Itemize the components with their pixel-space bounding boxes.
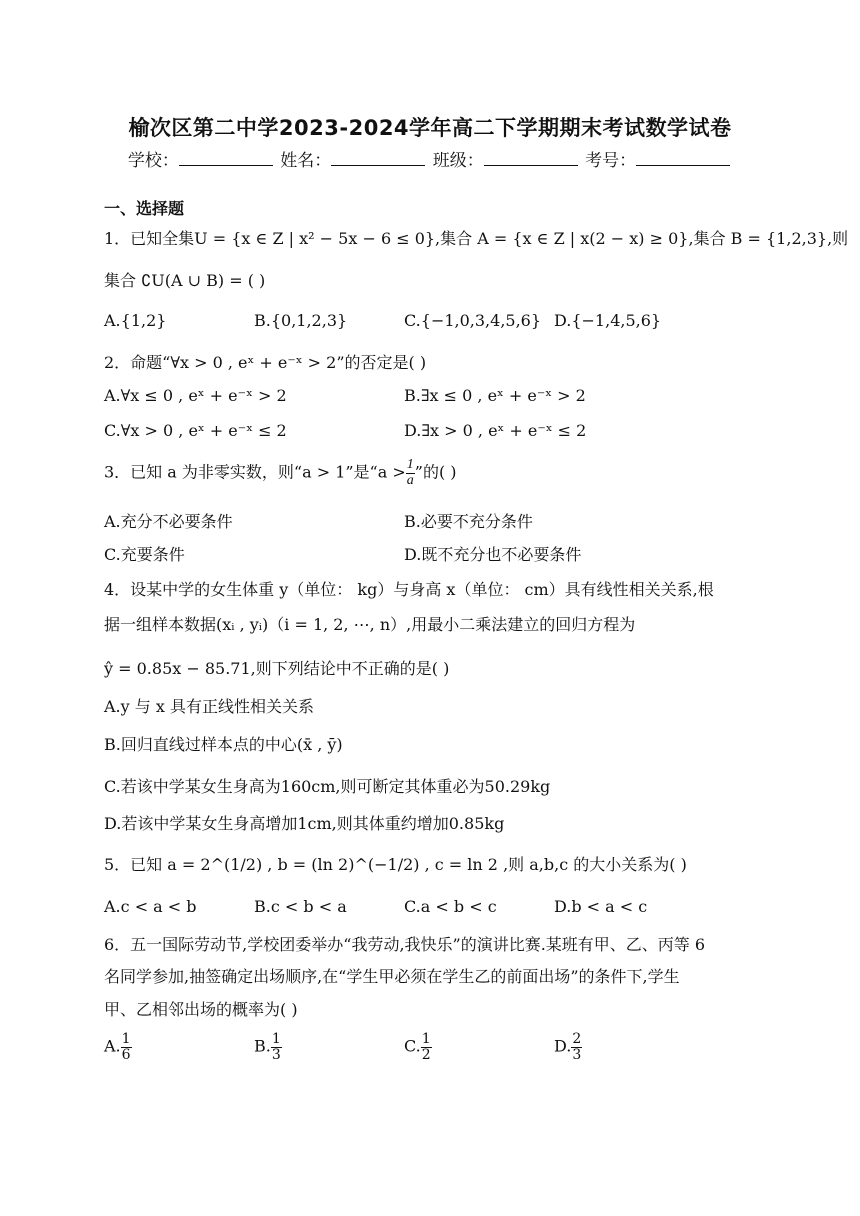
question-3-option-c: C.充要条件 [104, 545, 185, 564]
question-3-stem [104, 458, 457, 488]
student-info-row [0, 146, 860, 171]
question-6-option-a [104, 1032, 132, 1062]
question-1-stem-line-1: 1．已知全集U = {x ∈ Z | x² − 5x − 6 ≤ 0},集合 A = {x ∈ Z | x(2 − x) ≥ 0},集合 B = {1,2,3},则 [104, 229, 849, 248]
question-1-option-c: C.{−1,0,3,4,5,6} [404, 311, 542, 330]
fraction-denominator: a [406, 472, 414, 488]
question-4-stem-line-1: 4．设某中学的女生体重 y（单位： kg）与身高 x（单位： cm）具有线性相关关系,根 [104, 580, 714, 599]
question-6-option-b [254, 1032, 282, 1062]
name-blank [331, 151, 425, 166]
exam-number-blank [636, 151, 730, 166]
option-letter: D. [554, 1036, 572, 1056]
fraction-denominator: 2 [421, 1046, 431, 1063]
fraction-numerator: 1 [271, 1031, 281, 1047]
question-1-option-a: A.{1,2} [104, 311, 167, 330]
question-6-stem-line-2: 名同学参加,抽签确定出场顺序,在“学生甲必须在学生乙的前面出场”的条件下,学生 [104, 967, 680, 986]
option-fraction [571, 1032, 582, 1062]
question-4-option-d: D.若该中学某女生身高增加1cm,则其体重约增加0.85kg [104, 814, 505, 833]
question-4-stem-line-2: 据一组样本数据(xᵢ , yᵢ)（i = 1, 2, ⋯, n）,用最小二乘法建立的回归方程为 [104, 615, 636, 634]
fraction-denominator: 3 [572, 1046, 582, 1063]
question-3-option-d: D.既不充分也不必要条件 [404, 545, 582, 564]
question-4-stem-line-3: ŷ = 0.85x − 85.71,则下列结论中不正确的是( ) [104, 659, 450, 678]
question-5-option-a: A.c < a < b [104, 897, 197, 916]
fraction-numerator: 1 [406, 457, 414, 472]
question-5-option-d: D.b < a < c [554, 897, 648, 916]
option-fraction [271, 1032, 282, 1062]
question-6-stem-line-3: 甲、乙相邻出场的概率为( ) [104, 1000, 298, 1019]
question-1-stem-line-2: 集合 ∁U(A ∪ B) = ( ) [104, 271, 266, 290]
question-3-stem-start: 3．已知 a 为非零实数，则“a > 1”是“a > [104, 462, 406, 482]
fraction-numerator: 1 [121, 1031, 131, 1047]
question-1-option-d: D.{−1,4,5,6} [554, 311, 662, 330]
option-letter: C. [404, 1036, 421, 1056]
name-label: 姓名： [280, 151, 332, 171]
exam-number-label: 考号： [585, 151, 637, 171]
question-6-stem-line-1: 6．五一国际劳动节,学校团委举办“我劳动,我快乐”的演讲比赛.某班有甲、乙、丙等 6 [104, 935, 706, 954]
question-4-option-a: A.y 与 x 具有正线性相关关系 [104, 697, 314, 716]
question-4-option-b: B.回归直线过样本点的中心(x̄ , ȳ) [104, 735, 343, 754]
section-heading: 一、选择题 [104, 199, 185, 218]
question-4-option-c: C.若该中学某女生身高为160cm,则可断定其体重必为50.29kg [104, 777, 551, 796]
fraction-numerator: 1 [421, 1031, 431, 1047]
question-5-option-b: B.c < b < a [254, 897, 347, 916]
class-blank [484, 151, 578, 166]
question-3-fraction [406, 458, 415, 488]
question-2-stem: 2．命题“∀x > 0 , eˣ + e⁻ˣ > 2”的否定是( ) [104, 353, 427, 372]
question-3-option-a: A.充分不必要条件 [104, 512, 233, 531]
question-5-stem: 5．已知 a = 2^(1/2) , b = (ln 2)^(−1/2) , c = ln 2 ,则 a,b,c 的大小关系为( ) [104, 855, 687, 874]
option-fraction [121, 1032, 132, 1062]
school-label: 学校： [127, 151, 179, 171]
option-letter: A. [104, 1036, 121, 1056]
class-label: 班级： [432, 151, 484, 171]
fraction-denominator: 6 [121, 1046, 131, 1063]
question-6-option-c [404, 1032, 432, 1062]
question-6-option-d [554, 1032, 582, 1062]
fraction-numerator: 2 [572, 1031, 582, 1047]
question-5-option-c: C.a < b < c [404, 897, 497, 916]
question-3-stem-end: ”的( ) [414, 462, 457, 482]
school-blank [179, 151, 273, 166]
question-1-option-b: B.{0,1,2,3} [254, 311, 348, 330]
question-2-option-d: D.∃x > 0 , eˣ + e⁻ˣ ≤ 2 [404, 421, 587, 440]
question-3-option-b: B.必要不充分条件 [404, 512, 533, 531]
option-fraction [421, 1032, 432, 1062]
fraction-denominator: 3 [271, 1046, 281, 1063]
question-2-option-c: C.∀x > 0 , eˣ + e⁻ˣ ≤ 2 [104, 421, 287, 440]
question-2-option-a: A.∀x ≤ 0 , eˣ + e⁻ˣ > 2 [104, 386, 287, 405]
option-letter: B. [254, 1036, 271, 1056]
question-2-option-b: B.∃x ≤ 0 , eˣ + e⁻ˣ > 2 [404, 386, 586, 405]
exam-title: 榆次区第二中学2023-2024学年高二下学期期末考试数学试卷 [128, 116, 732, 140]
